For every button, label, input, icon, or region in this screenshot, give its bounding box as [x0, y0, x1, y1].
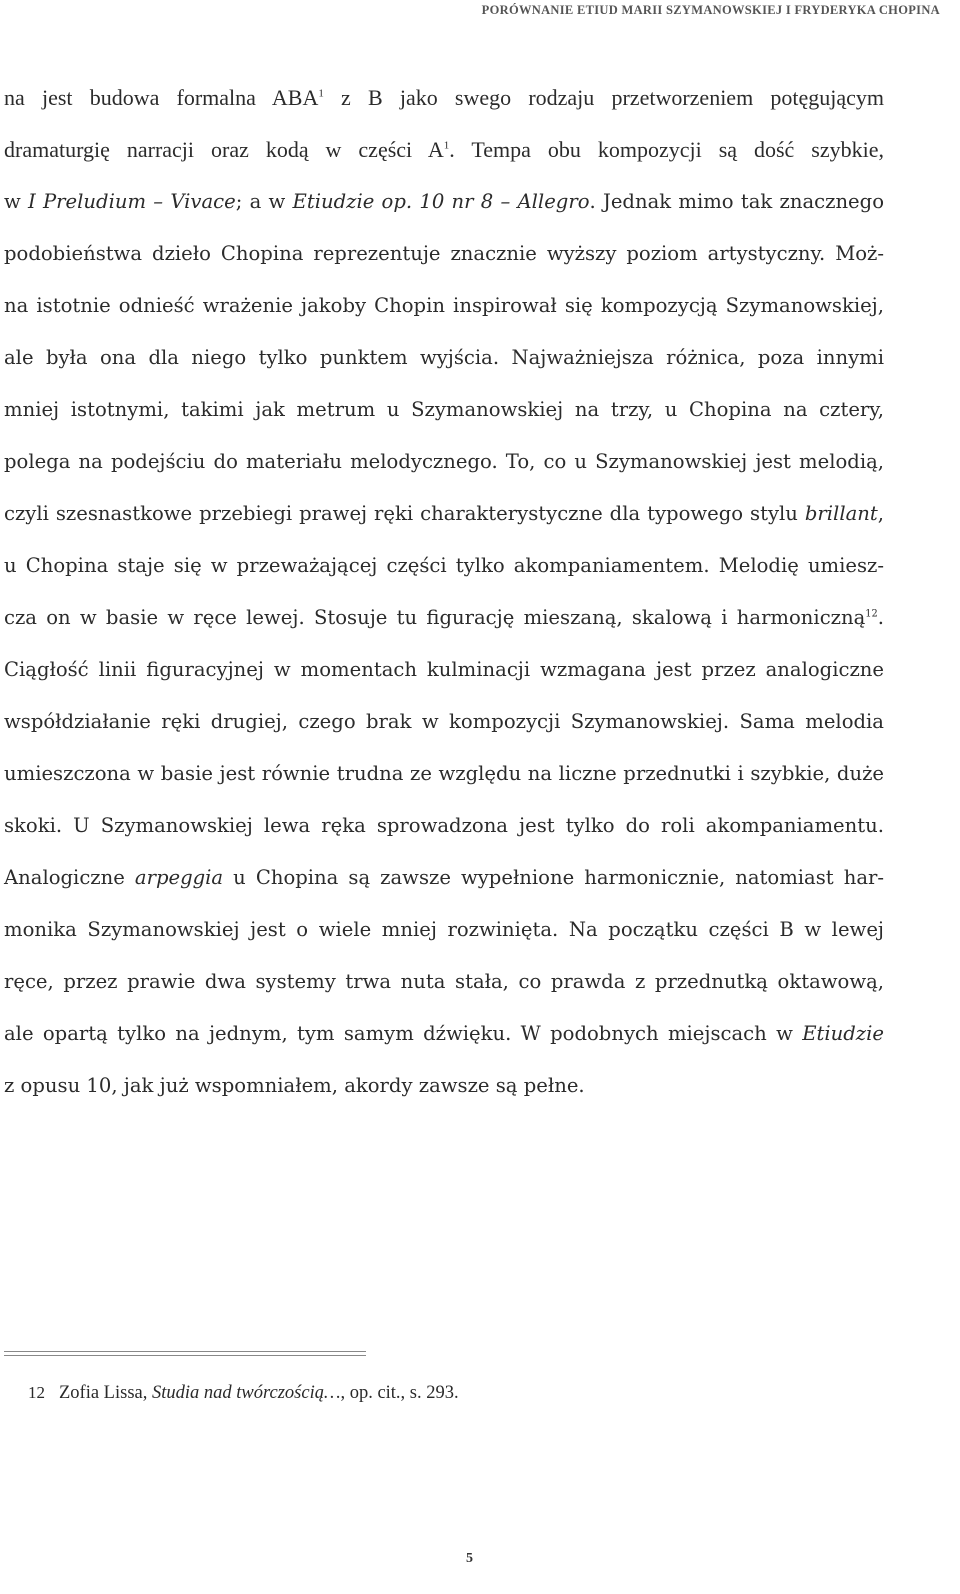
text-line [4, 384, 884, 436]
text-span: podobieństwa dzieło Chopina reprezentuje znacznie wyższy poziom artystyczny. Moż- [4, 242, 884, 265]
footnote-ref: 12 [865, 608, 878, 620]
text-span: Analogiczne [4, 866, 135, 889]
text-line [4, 1060, 884, 1112]
text-span: dramaturgię narracji oraz kodą w części A [4, 137, 444, 162]
footnote-citation: , op. cit., s. 293. [340, 1383, 459, 1403]
footnote-number: 12 [28, 1383, 45, 1402]
superscript: 1 [318, 87, 324, 100]
text-line [4, 800, 884, 852]
text-span: ; a w [235, 190, 293, 213]
text-span: z opusu 10, jak już wspomniałem, akordy zawsze są pełne. [4, 1074, 585, 1097]
text-span: cza on w basie w ręce lewej. Stosuje tu figurację mieszaną, skalową i harmoniczną [4, 606, 866, 629]
text-line [4, 176, 884, 228]
text-line [4, 72, 884, 124]
text-line [4, 956, 884, 1008]
text-span: czyli szesnastkowe przebiegi prawej ręki charakterystyczne dla typowego stylu [4, 502, 805, 525]
italic-title: Etiudzie [802, 1022, 884, 1045]
text-line [4, 644, 884, 696]
text-line [4, 904, 884, 956]
text-line [4, 696, 884, 748]
body-text [4, 72, 884, 1112]
text-span: ręce, przez prawie dwa systemy trwa nuta stała, co prawda z przednutką oktawową, [4, 970, 884, 993]
text-span: monika Szymanowskiej jest o wiele mniej rozwinięta. Na początku części B w lewej [4, 918, 884, 941]
italic-title: I Preludium – Vivace [28, 190, 236, 213]
italic-term: arpeggia [134, 866, 224, 889]
text-span: . Jednak mimo tak znacznego [589, 190, 884, 213]
text-span: współdziałanie ręki drugiej, czego brak w kompozycji Szymanowskiej. Sama melodia [4, 710, 884, 733]
text-span: u Chopina są zawsze wypełnione harmonicznie, natomiast har- [223, 866, 884, 889]
footnote-author: Zofia Lissa, [59, 1383, 152, 1403]
text-span: , [877, 502, 884, 525]
text-span: skoki. U Szymanowskiej lewa ręka sprowadzona jest tylko do roli akompaniamentu. [4, 814, 884, 837]
text-span: ale opartą tylko na jednym, tym samym dźwięku. W podobnych miejscach w [4, 1022, 803, 1045]
text-line [4, 748, 884, 800]
text-span: u Chopina staje się w przeważającej części tylko akompaniamentem. Melodię umiesz- [4, 554, 884, 577]
text-span: umieszczona w basie jest równie trudna ze względu na liczne przednutki i szybkie, duże [4, 762, 884, 785]
page-number: 5 [466, 1551, 473, 1566]
italic-title: Etiudzie op. 10 nr 8 – Allegro [292, 190, 590, 213]
text-line [4, 124, 884, 176]
text-line [4, 1008, 884, 1060]
running-head: PORÓWNANIE ETIUD MARII SZYMANOWSKIEJ I FRYDERYKA CHOPINA [481, 3, 940, 17]
text-span: z B jako swego rodzaju przetworzeniem potęgującym [323, 85, 884, 110]
text-span: polega na podejściu do materiału melodycznego. To, co u Szymanowskiej jest melodią, [4, 450, 884, 473]
text-span: na istotnie odnieść wrażenie jakoby Chopin inspirował się kompozycją Szymanowskiej, [4, 294, 884, 317]
text-span: mniej istotnymi, takimi jak metrum u Szymanowskiej na trzy, u Chopina na cztery, [4, 398, 884, 421]
text-span: . [877, 606, 884, 629]
text-span: . Tempa obu kompozycji są dość szybkie, [449, 137, 884, 162]
text-span: w [4, 190, 29, 213]
text-span: ale była ona dla niego tylko punktem wyjścia. Najważniejsza różnica, poza innymi [4, 346, 884, 369]
text-line [4, 228, 884, 280]
text-span: Ciągłość linii figuracyjnej w momentach kulminacji wzmagana jest przez analogiczne [4, 658, 884, 681]
text-span: na jest budowa formalna ABA [4, 85, 319, 110]
text-line [4, 332, 884, 384]
text-line [4, 540, 884, 592]
text-line [4, 436, 884, 488]
text-line [4, 488, 884, 540]
text-line [4, 852, 884, 904]
text-line [4, 592, 884, 644]
italic-term: brillant [804, 502, 878, 525]
footnote-separator [4, 1355, 366, 1356]
footnote [28, 1383, 459, 1404]
superscript: 1 [443, 139, 450, 152]
footnote-separator [4, 1351, 366, 1352]
footnote-title: Studia nad twórczością… [152, 1383, 341, 1403]
text-line [4, 280, 884, 332]
